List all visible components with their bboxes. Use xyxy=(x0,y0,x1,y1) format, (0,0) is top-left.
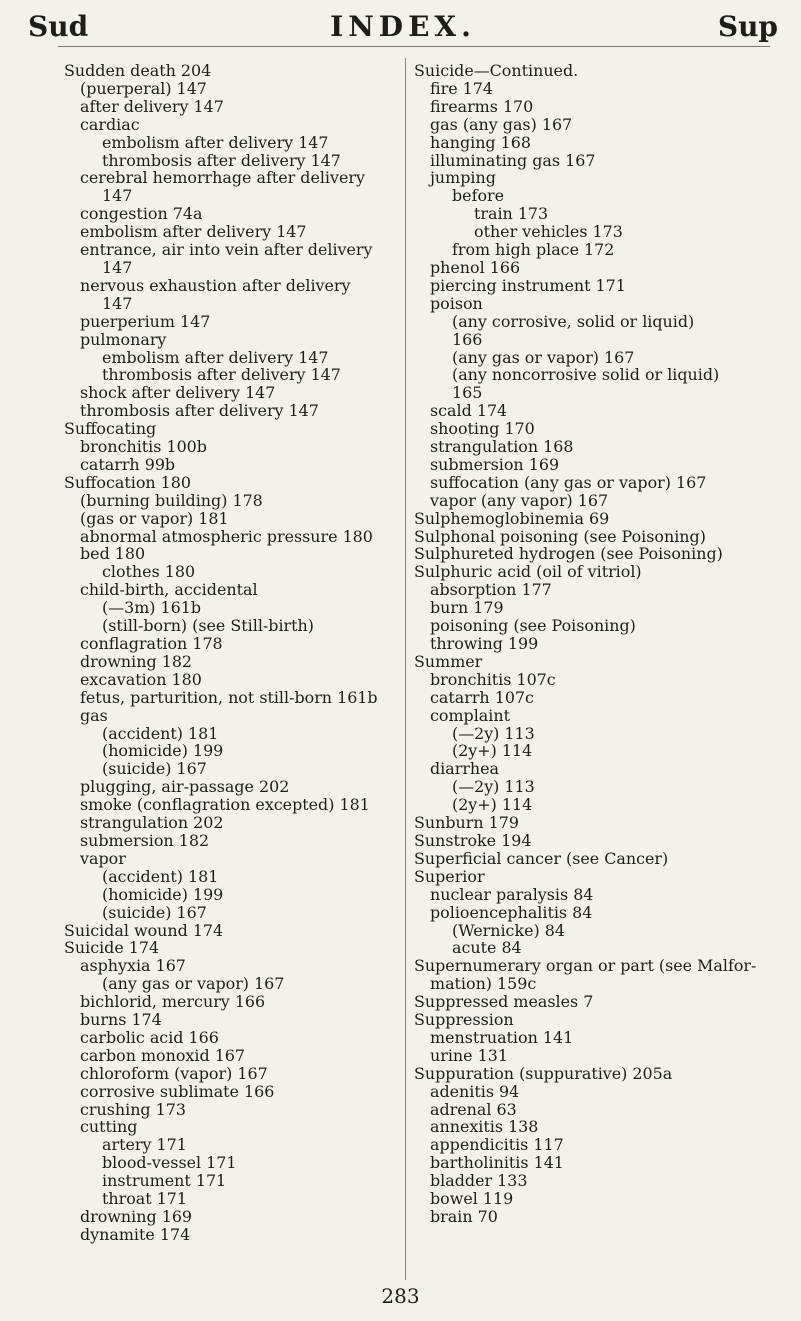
index-entry: smoke (conflagration excepted) 181 xyxy=(80,795,370,815)
index-entry: adenitis 94 xyxy=(430,1081,520,1101)
index-entry: bronchitis 107c xyxy=(430,669,556,689)
index-column-left xyxy=(64,62,399,1244)
index-entry: Suicidal wound 174 xyxy=(64,920,224,940)
index-entry: jumping xyxy=(430,168,496,188)
index-entry: appendicitis 117 xyxy=(430,1135,564,1155)
index-entry: catarrh 107c xyxy=(430,687,534,707)
index-entry: complaint xyxy=(430,705,510,725)
index-entry: bowel 119 xyxy=(430,1189,514,1209)
index-entry: pulmonary xyxy=(80,329,167,349)
index-entry: (suicide) 167 xyxy=(102,902,207,922)
index-entry: Suppuration (suppurative) 205a xyxy=(414,1063,673,1083)
index-entry: acute 84 xyxy=(452,938,522,958)
index-column-right xyxy=(414,62,784,1226)
index-entry: (—3m) 161b xyxy=(102,598,202,618)
index-entry: Suicide—Continued. xyxy=(414,61,579,80)
index-entry: absorption 177 xyxy=(430,580,552,600)
index-entry: abnormal atmospheric pressure 180 xyxy=(80,526,373,546)
index-entry: suffocation (any gas or vapor) 167 xyxy=(430,472,707,492)
index-entry: conflagration 178 xyxy=(80,634,223,653)
index-entry: embolism after delivery 147 xyxy=(102,347,329,367)
page-number: 283 xyxy=(381,1284,420,1308)
index-entry: annexitis 138 xyxy=(430,1117,539,1137)
index-entry: submersion 182 xyxy=(80,830,210,850)
header-title: INDEX. xyxy=(330,10,476,43)
index-entry: bladder 133 xyxy=(430,1171,528,1191)
index-entry: Sunstroke 194 xyxy=(414,830,532,850)
index-entry: firearms 170 xyxy=(430,96,534,116)
index-entry: hanging 168 xyxy=(430,132,531,152)
index-entry: diarrhea xyxy=(430,759,500,779)
index-entry: throwing 199 xyxy=(430,634,539,653)
index-entry: scald 174 xyxy=(430,401,508,421)
index-entry: adrenal 63 xyxy=(430,1099,517,1119)
index-entry: congestion 74a xyxy=(80,204,203,224)
index-entry: throat 171 xyxy=(102,1189,188,1209)
index-entry: (homicide) 199 xyxy=(102,884,224,904)
index-entry: embolism after delivery 147 xyxy=(80,222,307,242)
index-entry: thrombosis after delivery 147 xyxy=(80,401,319,421)
index-entry: bed 180 xyxy=(80,544,146,564)
index-entry: (any corrosive, solid or liquid) xyxy=(452,311,695,331)
index-entry: plugging, air-passage 202 xyxy=(80,777,290,797)
index-entry: cerebral hemorrhage after delivery xyxy=(80,168,365,188)
index-entry: thrombosis after delivery 147 xyxy=(102,365,341,385)
index-entry: shock after delivery 147 xyxy=(80,383,276,403)
index-entry: crushing 173 xyxy=(80,1099,186,1119)
index-entry: strangulation 202 xyxy=(80,813,224,833)
index-entry: Suffocation 180 xyxy=(64,472,192,492)
index-entry: clothes 180 xyxy=(102,562,196,582)
index-entry: child-birth, accidental xyxy=(80,580,258,600)
index-entry: Sulphonal poisoning (see Poisoning) xyxy=(414,526,706,546)
index-entry: Suppressed measles 7 xyxy=(414,992,594,1012)
index-entry: Superficial cancer (see Cancer) xyxy=(414,848,669,868)
header-right-guide-word: Sup xyxy=(717,10,778,43)
index-entry: instrument 171 xyxy=(102,1171,227,1191)
index-entry: before xyxy=(452,186,505,206)
index-entry: artery 171 xyxy=(102,1135,187,1155)
index-entry: mation) 159c xyxy=(430,974,537,994)
index-entry: (any gas or vapor) 167 xyxy=(102,974,285,994)
index-entry: carbon monoxid 167 xyxy=(80,1045,246,1065)
index-entry: (any noncorrosive solid or liquid) xyxy=(452,365,720,385)
index-entry: fetus, parturition, not still-born 161b xyxy=(80,687,378,707)
header-left-guide-word: Sud xyxy=(28,10,89,43)
index-entry: (accident) 181 xyxy=(102,723,219,743)
index-entry: train 173 xyxy=(474,204,549,224)
index-entry: (any gas or vapor) 167 xyxy=(452,347,635,367)
index-entry: catarrh 99b xyxy=(80,454,176,474)
index-entry: 147 xyxy=(102,257,133,277)
index-entry: puerperium 147 xyxy=(80,311,211,331)
index-entry: corrosive sublimate 166 xyxy=(80,1081,275,1101)
index-entry: bartholinitis 141 xyxy=(430,1153,564,1173)
index-entry: (2y+) 114 xyxy=(452,795,533,815)
index-entry: 166 xyxy=(452,329,483,349)
index-entry: burns 174 xyxy=(80,1010,162,1030)
index-entry: burn 179 xyxy=(430,598,504,618)
index-entry: chloroform (vapor) 167 xyxy=(80,1063,268,1083)
index-entry: asphyxia 167 xyxy=(80,956,186,976)
index-entry: piercing instrument 171 xyxy=(430,275,626,295)
index-entry: cardiac xyxy=(80,114,140,134)
column-divider xyxy=(405,58,406,1280)
index-entry: nervous exhaustion after delivery xyxy=(80,275,351,295)
index-entry: (suicide) 167 xyxy=(102,759,207,779)
index-entry: Suppression xyxy=(414,1010,514,1030)
index-entry: bronchitis 100b xyxy=(80,437,207,457)
index-entry: carbolic acid 166 xyxy=(80,1027,219,1047)
index-entry: brain 70 xyxy=(430,1207,498,1226)
index-entry: blood-vessel 171 xyxy=(102,1153,237,1173)
index-entry: fire 174 xyxy=(430,78,493,98)
index-entry: Suicide 174 xyxy=(64,938,160,958)
index-entry: excavation 180 xyxy=(80,669,202,689)
index-entry: 165 xyxy=(452,383,483,403)
index-entry: entrance, air into vein after delivery xyxy=(80,240,373,260)
index-entry: from high place 172 xyxy=(452,240,615,260)
index-entry: shooting 170 xyxy=(430,419,535,439)
index-entry: gas xyxy=(80,705,108,725)
index-entry: after delivery 147 xyxy=(80,96,224,116)
index-entry: thrombosis after delivery 147 xyxy=(102,150,341,170)
index-entry: (still-born) (see Still-birth) xyxy=(102,616,314,636)
index-entry: polioencephalitis 84 xyxy=(430,902,593,922)
index-entry: 147 xyxy=(102,293,133,313)
index-entry: (—2y) 113 xyxy=(452,777,535,797)
index-entry: (burning building) 178 xyxy=(80,490,263,510)
index-entry: (2y+) 114 xyxy=(452,741,533,761)
index-entry: Superior xyxy=(414,866,485,886)
index-entry: dynamite 174 xyxy=(80,1224,191,1244)
index-entry: Sulphemoglobinemia 69 xyxy=(414,508,610,528)
index-entry: gas (any gas) 167 xyxy=(430,114,573,134)
index-entry: (—2y) 113 xyxy=(452,723,535,743)
index-entry: Sulphureted hydrogen (see Poisoning) xyxy=(414,544,723,564)
index-entry: (accident) 181 xyxy=(102,866,219,886)
index-entry: other vehicles 173 xyxy=(474,222,623,242)
index-entry: Suffocating xyxy=(64,419,157,439)
index-entry: strangulation 168 xyxy=(430,437,574,457)
index-entry: phenol 166 xyxy=(430,257,521,277)
index-entry: menstruation 141 xyxy=(430,1027,574,1047)
index-entry: submersion 169 xyxy=(430,454,560,474)
index-entry: vapor (any vapor) 167 xyxy=(430,490,609,510)
running-header xyxy=(28,10,778,50)
index-entry: illuminating gas 167 xyxy=(430,150,596,170)
index-entry: cutting xyxy=(80,1117,138,1137)
index-entry: bichlorid, mercury 166 xyxy=(80,992,266,1012)
index-entry: embolism after delivery 147 xyxy=(102,132,329,152)
index-entry: poison xyxy=(430,293,483,313)
index-entry: drowning 182 xyxy=(80,651,193,671)
index-entry: nuclear paralysis 84 xyxy=(430,884,594,904)
index-entry: Sunburn 179 xyxy=(414,813,519,833)
index-entry: poisoning (see Poisoning) xyxy=(430,616,636,636)
index-entry: Sudden death 204 xyxy=(64,61,212,80)
index-entry: (gas or vapor) 181 xyxy=(80,508,229,528)
index-entry: Supernumerary organ or part (see Malfor- xyxy=(414,956,757,976)
index-entry: drowning 169 xyxy=(80,1207,193,1226)
index-entry: Summer xyxy=(414,651,483,671)
index-entry: (homicide) 199 xyxy=(102,741,224,761)
index-entry: Sulphuric acid (oil of vitriol) xyxy=(414,562,642,582)
index-entry: urine 131 xyxy=(430,1045,508,1065)
header-rule xyxy=(58,46,770,47)
index-entry: vapor xyxy=(80,848,126,868)
index-entry: (Wernicke) 84 xyxy=(452,920,565,940)
index-entry: 147 xyxy=(102,186,133,206)
index-entry: (puerperal) 147 xyxy=(80,78,207,98)
